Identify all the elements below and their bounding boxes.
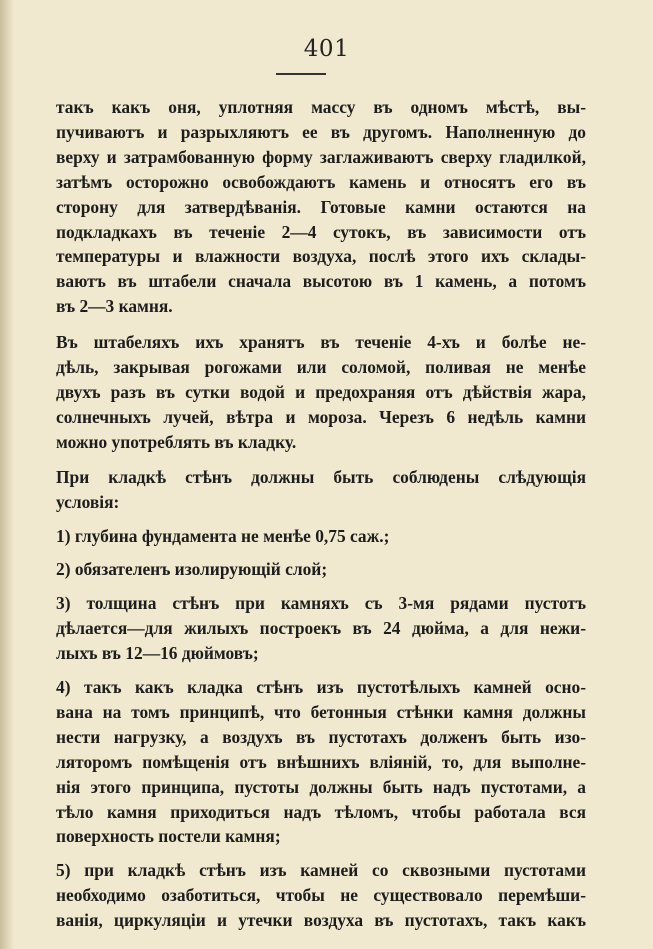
- text-line: нія этого принципа, пустоты должны быть надъ пустотами, а: [56, 776, 586, 797]
- text-line: поверхность постели камня;: [56, 826, 281, 847]
- text-line: ляторомъ помѣщенія отъ внѣшнихъ вліяній, то, для выполне-: [56, 751, 586, 772]
- list-item-3: [56, 591, 586, 666]
- page-edge-shadow: [0, 0, 14, 949]
- text-line: 4) такъ какъ кладка стѣнъ изъ пустотѣлыхъ камней осно-: [56, 677, 586, 698]
- page-number-underline: [276, 73, 326, 75]
- text-line: Въ штабеляхъ ихъ хранятъ въ теченіе 4-хъ и болѣе не-: [56, 332, 586, 353]
- text-line: условія:: [56, 491, 120, 512]
- text-line: верху и затрамбованную форму заглаживаютъ сверху гладилкой,: [56, 146, 586, 167]
- paragraph-3: [56, 465, 586, 515]
- text-line: температуры и влажности воздуха, послѣ этого ихъ склады-: [56, 246, 586, 267]
- list-item-4: [56, 675, 586, 849]
- text-line: 5) при кладкѣ стѣнъ изъ камней со сквозными пустотами: [56, 860, 586, 881]
- text-line: ваютъ въ штабели сначала высотою въ 1 камень, а потомъ: [56, 271, 586, 292]
- text-line: 1) глубина фундамента не менѣе 0,75 саж.;: [56, 525, 390, 546]
- text-line: двухъ разъ въ сутки водой и предохраняя отъ дѣйствія жара,: [56, 381, 586, 402]
- text-line: солнечныхъ лучей, вѣтра и мороза. Черезъ 6 недѣль камни: [56, 406, 586, 427]
- text-line: вана на томъ принципѣ, что бетонныя стѣнки камня должны: [56, 701, 586, 722]
- text-line: 3) толщина стѣнъ при камняхъ съ 3-мя рядами пустотъ: [56, 593, 586, 614]
- text-line: въ 2—3 камня.: [56, 296, 173, 317]
- text-line: дѣлается—для жилыхъ построекъ въ 24 дюйма, а для нежи-: [56, 618, 586, 639]
- text-line: необходимо озаботиться, чтобы не существовало перемѣши-: [56, 885, 586, 906]
- text-line: такъ какъ оня, уплотняя массу въ одномъ мѣстѣ, вы-: [56, 97, 586, 117]
- list-item-1: [56, 524, 586, 549]
- text-line: нести нагрузку, а воздухъ въ пустотахъ долженъ быть изо-: [56, 726, 586, 747]
- text-line: дѣль, закрывая рогожами или соломой, поливая не менѣе: [56, 357, 586, 378]
- text-line: можно употреблять въ кладку.: [56, 431, 297, 452]
- text-line: тѣло камня приходиться надъ тѣломъ, чтобы работала вся: [56, 801, 586, 822]
- text-line: подкладкахъ въ теченіе 2—4 сутокъ, въ зависимости отъ: [56, 221, 586, 242]
- page-number: 401: [303, 36, 350, 62]
- text-line: При кладкѣ стѣнъ должны быть соблюдены слѣдующія: [56, 466, 586, 487]
- text-line: лыхъ въ 12—16 дюймовъ;: [56, 643, 259, 664]
- list-item-2: [56, 557, 586, 582]
- text-line: пучиваютъ и разрыхляютъ ее въ другомъ. Наполненную до: [56, 121, 586, 142]
- text-line: затѣмъ осторожно освобождаютъ камень и относятъ его въ: [56, 171, 586, 192]
- text-line: 2) обязателенъ изолирующій слой;: [56, 559, 328, 580]
- text-line: сторону для затвердѣванія. Готовые камни остаются на: [56, 196, 586, 217]
- text-line: ванія, циркуляціи и утечки воздуха въ пустотахъ, такъ какъ: [56, 910, 586, 931]
- paragraph-2: [56, 330, 586, 455]
- paragraph-1: [56, 95, 586, 319]
- list-item-5: [56, 858, 586, 933]
- body-text: [56, 95, 586, 933]
